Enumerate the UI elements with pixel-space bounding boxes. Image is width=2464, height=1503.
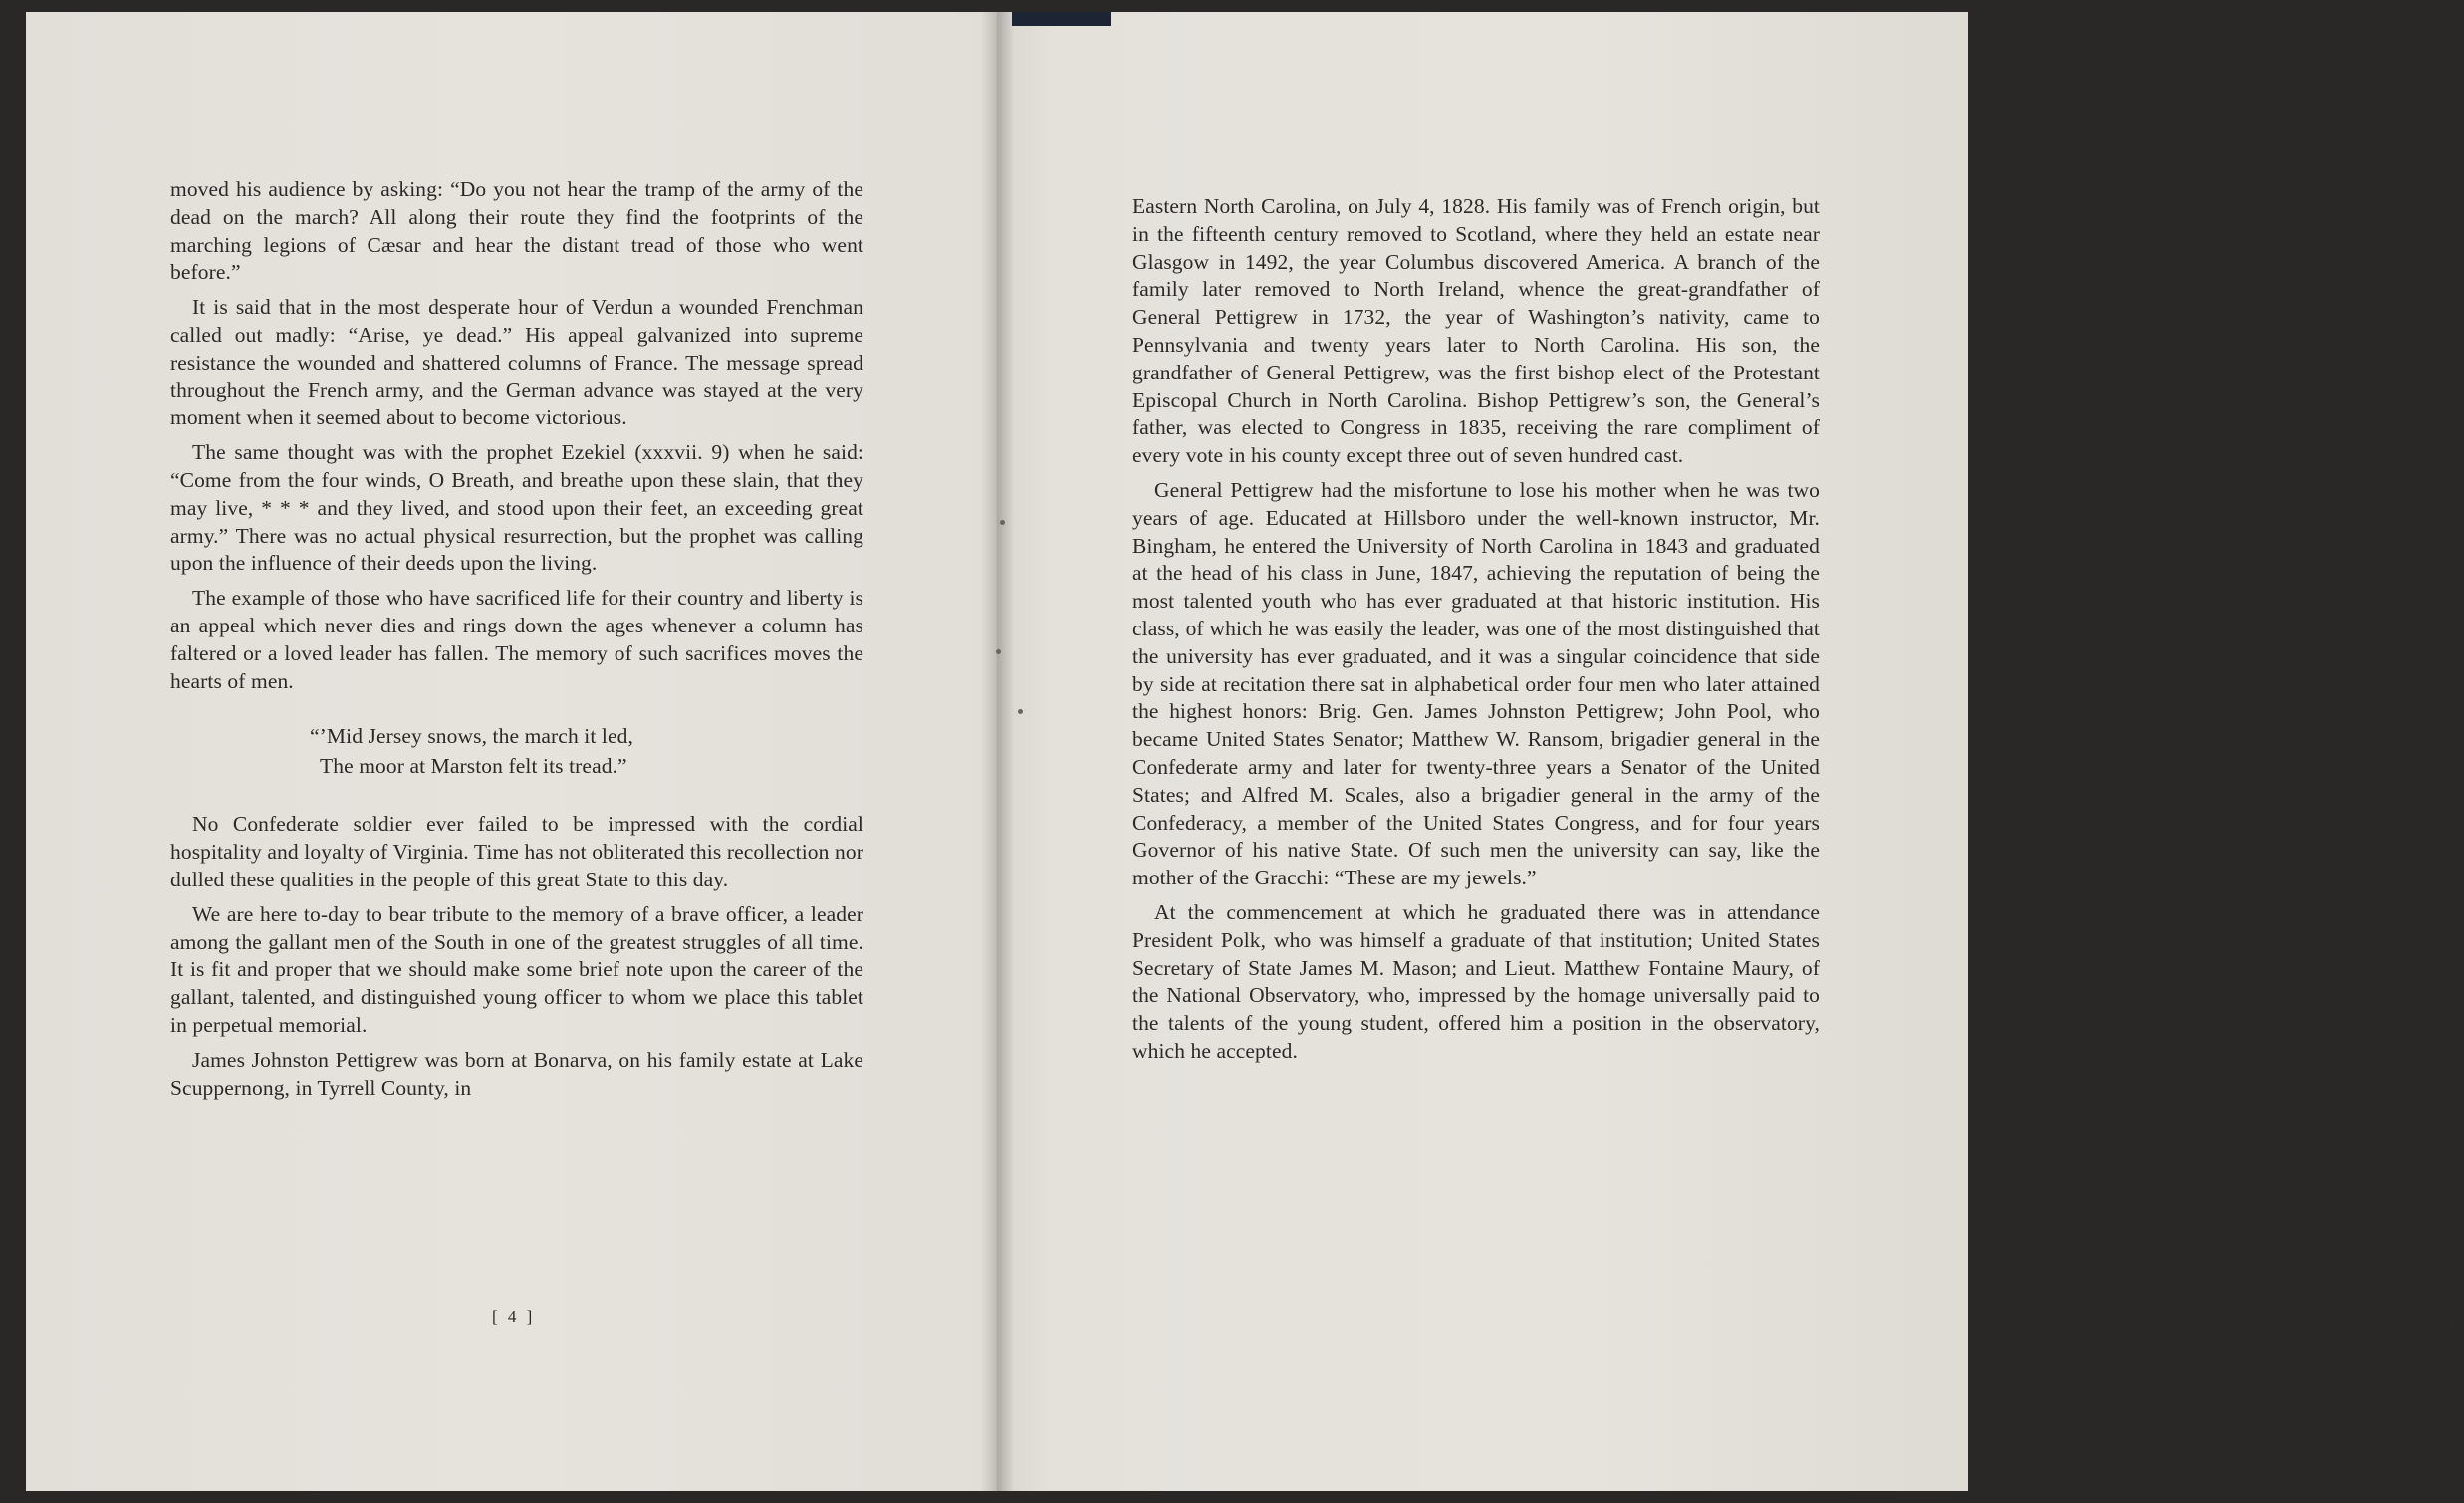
paragraph: At the commencement at which he graduated there was in attendance President Polk, who was himself a graduate of that institution; United States Secretary of State James M. Mason; and Lieut. Matthew Fontaine Maury, of the National Observatory, who, impressed by the homage universally paid to the talents of the young student, offered him a position in the observatory, which he accepted.	[1132, 899, 1820, 1063]
right-page-text	[1132, 193, 1820, 1073]
paragraph: We are here to-day to bear tribute to the memory of a brave officer, a leader among the gallant men of the South in one of the greatest struggles of all time. It is fit and proper that we should make some brief note upon the career of the gallant, talented, and distinguished young officer to whom we place this tablet in perpetual memorial.	[170, 901, 863, 1037]
verse-line-1: “’Mid Jersey snows, the march it led,	[310, 724, 633, 749]
left-page	[26, 12, 997, 1491]
paragraph: It is said that in the most desperate hour of Verdun a wounded Frenchman called out madly: “Arise, ye dead.” His appeal galvanized into supreme resistance the wounded and shattered columns of France. The message spread throughout the French army, and the German advance was stayed at the very moment when it seemed about to become victorious.	[170, 295, 863, 430]
paragraph: The same thought was with the prophet Ezekiel (xxxvii. 9) when he said: “Come from the four winds, O Breath, and breathe upon these slain, that they may live, * * * and they lived, and stood upon their feet, an exceeding great army.” There was no actual physical resurrection, but the prophet was calling upon the influence of their deeds upon the living.	[170, 440, 863, 576]
page-number-left: [ 4 ]	[492, 1307, 536, 1326]
book-gutter	[980, 12, 1014, 1491]
staple-hole	[1018, 709, 1023, 714]
verse-quote	[170, 721, 863, 781]
binding-tab	[1012, 12, 1111, 26]
paragraph: Eastern North Carolina, on July 4, 1828. His family was of French origin, but in the fifteenth century removed to Scotland, where they held an estate near Glasgow in 1492, the year Columbus discovered America. A branch of the family later removed to North Ireland, whence the great-grandfather of General Pettigrew in 1732, the year of Washington’s nativity, came to Pennsylvania and twenty years later to North Carolina. His son, the grandfather of General Pettigrew, was the first bishop elect of the Protestant Episcopal Church in North Carolina. Bishop Pettigrew’s son, the General’s father, was elected to Congress in 1835, receiving the rare compliment of every vote in his county except three out of seven hundred cast.	[1132, 194, 1820, 468]
book-spread	[26, 12, 2464, 1491]
left-page-text	[170, 176, 863, 1109]
paragraph: No Confederate soldier ever failed to be impressed with the cordial hospitality and loyalty of Virginia. Time has not obliterated this recollection nor dulled these qualities in the people of this great State to this day.	[170, 812, 863, 891]
paragraph: The example of those who have sacrificed life for their country and liberty is an appeal which never dies and rings down the ages whenever a column has faltered or a loved leader has fallen. The memory of such sacrifices moves the hearts of men.	[170, 586, 863, 693]
staple-hole	[996, 649, 1001, 654]
paragraph: moved his audience by asking: “Do you not hear the tramp of the army of the dead on the march? All along their route they find the footprints of the marching legions of Cæsar and hear the distant tread of those who went before.”	[170, 177, 863, 285]
paragraph: James Johnston Pettigrew was born at Bonarva, on his family estate at Lake Scuppernong, in Tyrrell County, in	[170, 1047, 863, 1100]
page-number-right: [ 5 ]	[2452, 1317, 2464, 1376]
staple-hole	[1000, 520, 1005, 525]
right-page	[997, 12, 2464, 1491]
verse-line-2: The moor at Marston felt its tread.”	[320, 754, 627, 779]
paragraph: General Pettigrew had the misfortune to lose his mother when he was two years of age. Educated at Hillsboro under the well-known instructor, Mr. Bingham, he entered the University of North Carolina in 1843 and graduated at the head of his class in June, 1847, achieving the reputation of being the most talented youth who has ever graduated at that historic institution. His class, of which he was easily the leader, was one of the most distinguished that the university has ever graduated, and it was a singular coincidence that side by side at recitation there sat in alphabetical order four men who later attained the highest honors: Brig. Gen. James Johnston Pettigrew; John Pool, who became United States Senator; Matthew W. Ransom, brigadier general in the Confederate army and later for twenty-three years a Senator of the United States; and Alfred M. Scales, also a brigadier general in the army of the Confederacy, a member of the United States Congress, and for four years Governor of his native State. Of such men the university can say, like the mother of the Gracchi: “These are my jewels.”	[1132, 477, 1820, 890]
